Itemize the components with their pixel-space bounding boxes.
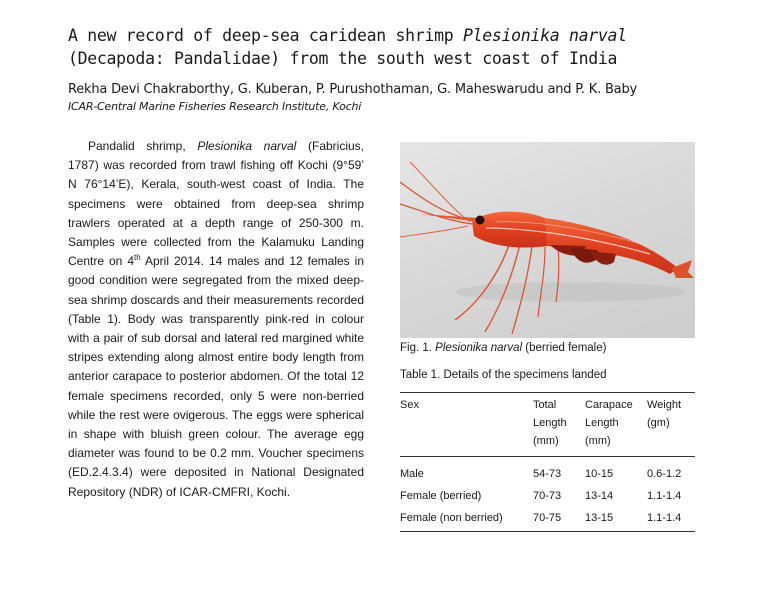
- header-total-length: Total Length (mm): [533, 393, 585, 457]
- body-text-c: April 2014. 14 males and 12 females in good condition were segregated from the mixed deep-sea shrimp doscards and their measurements recorded (Table 1). Body was transparently pink-red in colour with a pair of sub dorsal and lateral red margined white stripes extending along almost entire body length from anterior carapace to posterior abdomen. Of the total 12 female specimens recorded, only 5 were non-berried while the rest were ovigerous. The eggs were spherical in shape with bluish green colour. The average egg diameter was found to be 0.2 mm. Voucher specimens (ED.2.4.3.4) were deposited in National Designated Repository (NDR) of ICAR-CMFRI, Kochi.: [68, 254, 364, 499]
- title-text-pre: A new record of deep-sea caridean shrimp: [68, 26, 463, 45]
- cell-carapace-length: 13-14: [585, 490, 614, 502]
- shrimp-photo: [400, 142, 695, 338]
- article-title: [68, 24, 708, 70]
- cell-weight: 0.6-1.2: [647, 468, 682, 480]
- cell-sex: Female (berried): [400, 490, 482, 502]
- cell-sex: Male: [400, 468, 424, 480]
- affiliation: ICAR-Central Marine Fisheries Research Institute, Kochi: [68, 100, 362, 113]
- specimen-table: [400, 392, 695, 532]
- table-title: Table 1. Details of the specimens landed: [400, 369, 607, 381]
- header-sex: Sex: [400, 393, 533, 457]
- header-weight: Weight (gm): [647, 393, 695, 457]
- title-text-post: (Decapoda: Pandalidae) from the south west coast of India: [68, 49, 618, 68]
- cell-sex: Female (non berried): [400, 507, 533, 532]
- cell-weight: 1.1-1.4: [647, 507, 695, 532]
- cell-weight: 1.1-1.4: [647, 490, 682, 502]
- caption-post: (berried female): [522, 342, 607, 354]
- header-carapace-length: Carapace Length (mm): [585, 393, 647, 457]
- cell-carapace-length: 10-15: [585, 468, 614, 480]
- table-header-row: [400, 393, 695, 457]
- body-text-a: Pandalid shrimp,: [88, 139, 198, 153]
- cell-total-length: 70-75: [533, 507, 585, 532]
- cell-total-length: 70-73: [533, 490, 562, 502]
- body-superscript: th: [134, 253, 141, 263]
- body-text-b: (Fabricius, 1787) was recorded from trawl fishing off Kochi (9°59’ N 76°14’E), Kerala, south-west coast of India. The specimens were obtained from deep-sea shrimp trawlers operated at a depth range of 250-300 m. Samples were collected from the Kalamuku Landing Centre on 4: [68, 139, 365, 269]
- figure-caption: [400, 341, 700, 355]
- authors: Rekha Devi Chakraborthy, G. Kuberan, P. Purushothaman, G. Maheswarudu and P. K. Baby: [68, 82, 637, 97]
- body-species: Plesionika narval: [197, 139, 297, 153]
- cell-total-length: 54-73: [533, 468, 562, 480]
- table-row: [400, 507, 695, 532]
- cell-carapace-length: 13-15: [585, 507, 647, 532]
- shrimp-illustration: [400, 142, 695, 338]
- caption-species: Plesionika narval: [435, 342, 523, 354]
- body-paragraph: [68, 137, 364, 502]
- table-row: [400, 485, 695, 507]
- caption-pre: Fig. 1.: [400, 342, 436, 354]
- table-row: [400, 457, 695, 486]
- title-species: Plesionika narval: [463, 26, 627, 45]
